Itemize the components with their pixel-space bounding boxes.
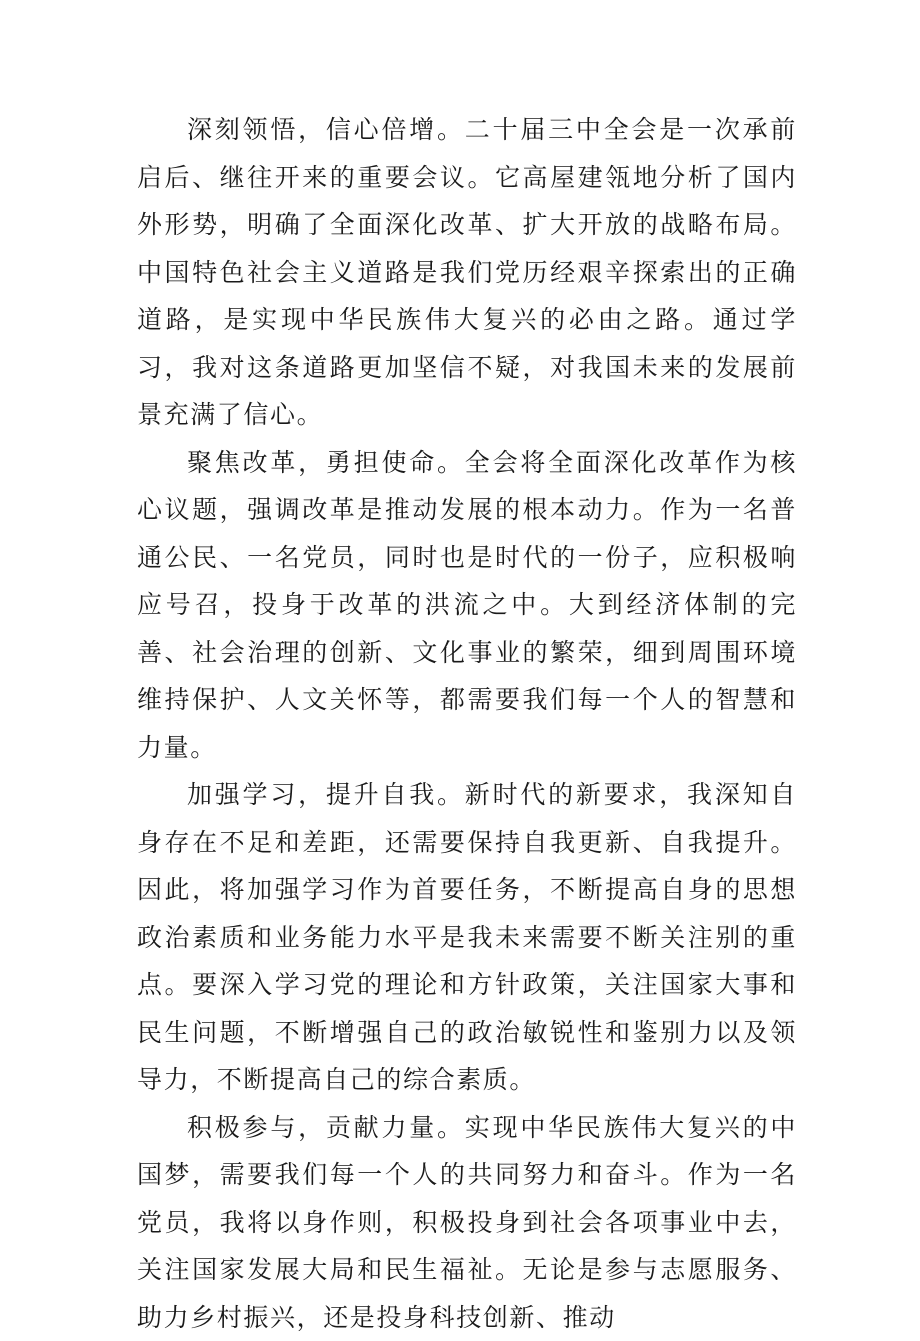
paragraph-3: 加强学习，提升自我。新时代的新要求，我深知自身存在不足和差距，还需要保持自我更新、自我提升。因此，将加强学习作为首要任务，不断提高自身的思想政治素质和业务能力水平是我未来需要不断关注别的重点。要深入学习党的理论和方针政策，关注国家大事和民生问题，不断增强自己的政治敏锐性和鉴别力以及领导力，不断提高自己的综合素质。	[137, 771, 797, 1104]
document-body	[137, 106, 797, 1341]
paragraph-2: 聚焦改革，勇担使命。全会将全面深化改革作为核心议题，强调改革是推动发展的根本动力。作为一名普通公民、一名党员，同时也是时代的一份子，应积极响应号召，投身于改革的洪流之中。大到经济体制的完善、社会治理的创新、文化事业的繁荣，细到周围环境维持保护、人文关怀等，都需要我们每一个人的智慧和力量。	[137, 439, 797, 772]
paragraph-4: 积极参与，贡献力量。实现中华民族伟大复兴的中国梦，需要我们每一个人的共同努力和奋斗。作为一名党员，我将以身作则，积极投身到社会各项事业中去，关注国家发展大局和民生福祉。无论是参与志愿服务、助力乡村振兴，还是投身科技创新、推动	[137, 1104, 797, 1341]
paragraph-1: 深刻领悟，信心倍增。二十届三中全会是一次承前启后、继往开来的重要会议。它高屋建瓴地分析了国内外形势，明确了全面深化改革、扩大开放的战略布局。中国特色社会主义道路是我们党历经艰辛探索出的正确道路，是实现中华民族伟大复兴的必由之路。通过学习，我对这条道路更加坚信不疑，对我国未来的发展前景充满了信心。	[137, 106, 797, 439]
